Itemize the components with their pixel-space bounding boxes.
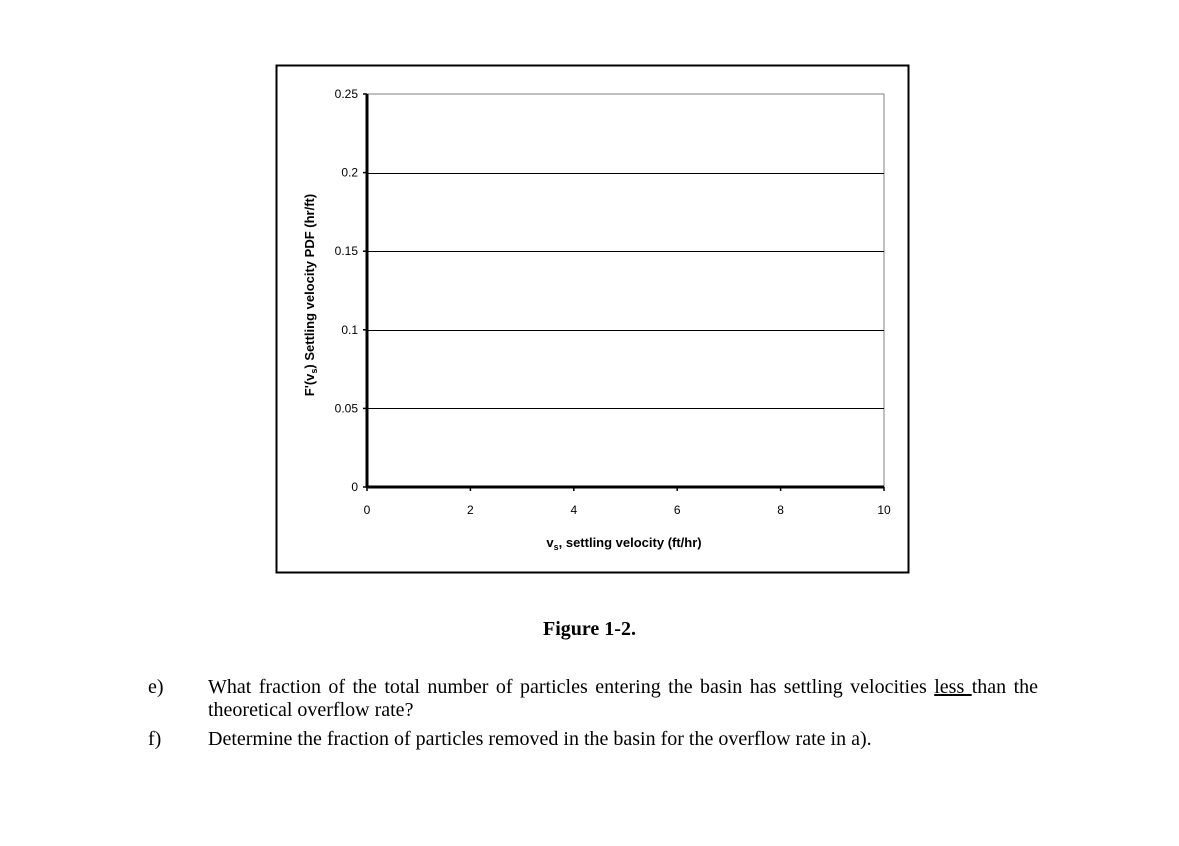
x-tick-label: 2 [467, 503, 474, 517]
x-tick-label: 6 [673, 503, 681, 517]
y-tick-label: 0 [351, 480, 358, 494]
question-f [148, 728, 1048, 754]
plot-area [367, 94, 884, 487]
x-axis-title: $v_s$, settling velocity (ft/hr) [546, 535, 702, 552]
question-text [208, 676, 1038, 722]
question-letter: f) [148, 728, 162, 750]
question-text-part: What fraction of the total number of particles entering the basin has settling velocities [208, 676, 935, 698]
question-e [148, 676, 1048, 726]
question-underlined-word: less [934, 676, 972, 698]
question-text-part: than the theoretical overflow rate? [208, 676, 1038, 721]
y-axis-title: $F'(v_s)$ Settling velocity PDF (hr/ft) [302, 193, 319, 397]
y-tick-label: 0.2 [341, 165, 358, 180]
x-tick-label: 10 [877, 503, 891, 517]
question-text [208, 728, 1038, 751]
y-tick-label: 0.25 [334, 87, 358, 101]
y-tick-label: 0.05 [334, 401, 358, 416]
y-tick-label: 0.15 [334, 244, 358, 259]
x-tick-label: 4 [570, 503, 578, 517]
x-tick-label: 0 [363, 503, 371, 517]
figure-caption: Figure 1-2. [543, 618, 636, 640]
question-letter: e) [148, 676, 164, 698]
question-text-part: Determine the fraction of particles removed in the basin for the overflow rate in a). [208, 728, 872, 750]
x-tick-label: 8 [777, 503, 784, 517]
y-tick-label: 0.1 [341, 322, 358, 337]
